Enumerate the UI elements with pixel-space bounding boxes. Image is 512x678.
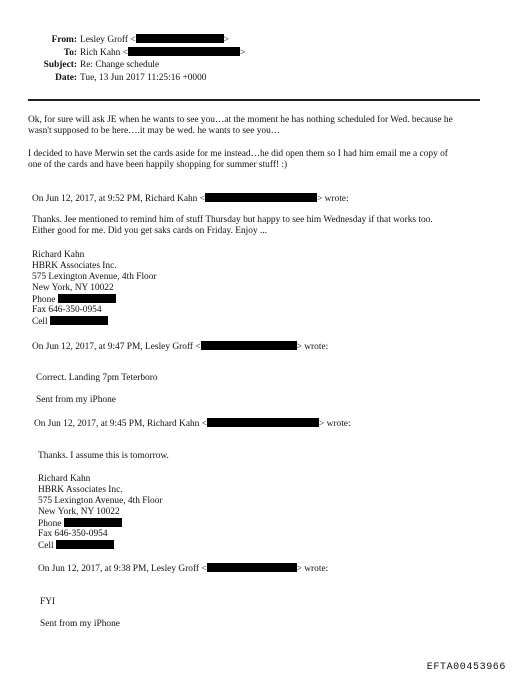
redaction-block: [207, 563, 297, 572]
redaction-block: [50, 316, 108, 325]
quote2-intro: [32, 341, 328, 353]
cell-label: Cell: [32, 317, 48, 327]
quote3-sig-addr2: New York, NY 10022: [38, 507, 120, 517]
header-to-row: [0, 47, 245, 59]
quote3-intro-text: On Jun 12, 2017, at 9:45 PM, Richard Kahn <: [34, 419, 207, 429]
to-close: >: [240, 48, 246, 58]
phone-label: Phone: [32, 295, 56, 305]
from-label: From:: [51, 35, 77, 45]
subject-value: Re: Change schedule: [80, 60, 160, 70]
body-p2-line2: one of the cards and have been happily shopping for summer stuff! :): [28, 160, 288, 170]
body-p1-line2: wasn't supposed to be here….it may be wed. he wants to see you…: [28, 126, 281, 136]
quote2-intro-text: On Jun 12, 2017, at 9:47 PM, Lesley Groff <: [32, 342, 201, 352]
quote3-intro: [34, 418, 351, 430]
redaction-block: [205, 193, 317, 202]
from-close: >: [223, 35, 229, 45]
phone-label: Phone: [38, 519, 62, 529]
to-value: Rich Kahn <: [80, 48, 128, 58]
quote3-sig-company: HBRK Associates Inc.: [38, 485, 123, 495]
quote1-sig-addr1: 575 Lexington Avenue, 4th Floor: [32, 272, 157, 282]
body-p1-line1: Ok, for sure will ask JE when he wants to see you…at the moment he has nothing scheduled for Wed. because he: [28, 115, 453, 125]
quote3-sig-name: Richard Kahn: [38, 474, 91, 484]
header-subject-row: [0, 60, 159, 71]
date-label: Date:: [55, 73, 77, 83]
redaction-block: [207, 418, 319, 427]
header-date-row: [0, 73, 206, 84]
redaction-block: [64, 518, 122, 527]
header-from-row: [0, 34, 229, 46]
quote2-line1: Correct. Landing 7pm Teterboro: [36, 373, 158, 383]
date-value: Tue, 13 Jun 2017 11:25:16 +0000: [80, 73, 207, 83]
cell-label: Cell: [38, 541, 54, 551]
body-p2-line1: I decided to have Merwin set the cards aside for me instead…he did open them so I had him email me a copy of: [28, 149, 448, 159]
bates-number: EFTA00453966: [426, 662, 506, 673]
quote4-intro-text: On Jun 12, 2017, at 9:38 PM, Lesley Groff <: [38, 564, 207, 574]
quote3-intro-post: > wrote:: [318, 419, 351, 429]
header-divider: [28, 99, 480, 101]
subject-label: Subject:: [43, 60, 77, 70]
quote1-sig-company: HBRK Associates Inc.: [32, 261, 117, 271]
quote3-sig-cell: [38, 540, 114, 552]
to-label: To:: [63, 48, 77, 58]
quote1-intro: [32, 193, 349, 205]
quote1-sig-fax: Fax 646-350-0954: [32, 305, 102, 315]
quote3-sig-fax: Fax 646-350-0954: [38, 529, 108, 539]
redaction-block: [201, 341, 297, 350]
quote4-intro-post: > wrote:: [296, 564, 329, 574]
quote4-line1: FYI: [40, 597, 56, 607]
quote2-sent: Sent from my iPhone: [36, 395, 116, 405]
redaction-block: [128, 47, 240, 56]
quote1-intro-text: On Jun 12, 2017, at 9:52 PM, Richard Kahn <: [32, 194, 205, 204]
quote3-line1: Thanks. I assume this is tomorrow.: [38, 451, 169, 461]
quote1-sig-addr2: New York, NY 10022: [32, 283, 114, 293]
redaction-block: [56, 540, 114, 549]
quote4-intro: [38, 563, 328, 575]
quote4-sent: Sent from my iPhone: [40, 619, 120, 629]
quote1-line1: Thanks. Jee mentioned to remind him of stuff Thursday but happy to see him Wednesday if that works too.: [32, 215, 433, 225]
from-value: Lesley Groff <: [80, 35, 136, 45]
quote1-sig-cell: [32, 316, 108, 328]
quote2-intro-post: > wrote:: [296, 342, 329, 352]
redaction-block: [136, 34, 224, 43]
quote3-sig-addr1: 575 Lexington Avenue, 4th Floor: [38, 496, 163, 506]
quote1-sig-name: Richard Kahn: [32, 250, 85, 260]
quote1-line2: Either good for me. Did you get saks cards on Friday. Enjoy ...: [32, 226, 268, 236]
quote1-intro-post: > wrote:: [316, 194, 349, 204]
redaction-block: [58, 294, 116, 303]
